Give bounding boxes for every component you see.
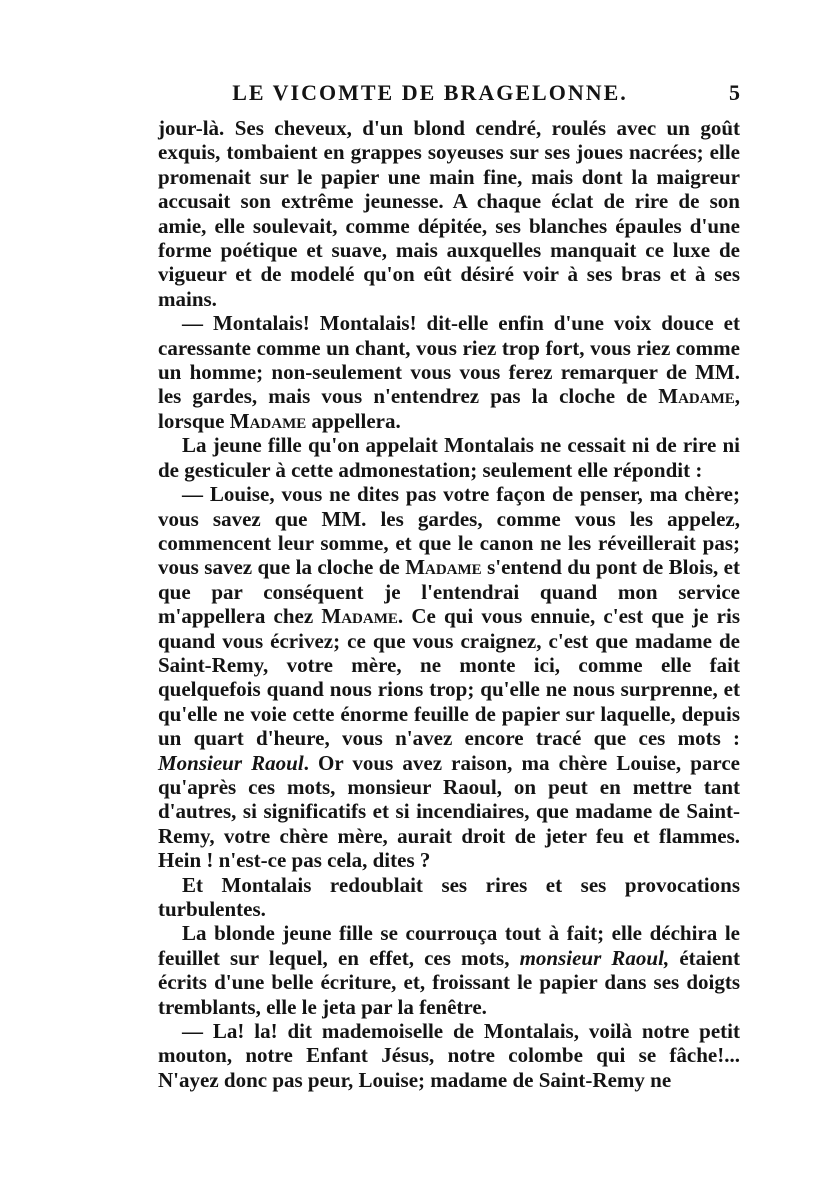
page-number: 5 (729, 80, 740, 105)
text-segment: étaient écrits d'une belle écriture, et, froissant le papier dans ses doigts tremblants, elle le jeta par la fenêtre. (158, 945, 740, 1019)
paragraph (158, 873, 740, 922)
paragraph (158, 311, 740, 433)
paragraph (158, 1019, 740, 1092)
small-caps-text: Madame (658, 384, 735, 409)
paragraph (158, 116, 740, 311)
running-head (160, 80, 740, 112)
paragraph (158, 921, 740, 1019)
text-segment: . Or vous avez raison, ma chère Louise, parce qu'après ces mots, monsieur Raoul, on peut en mettre tant d'autres, si significatifs et si incendiaires, que madame de Saint-Remy, votre chère mère, aurait droit de jeter feu et flammes. Hein ! n'est-ce pas cela, dites ? (158, 750, 740, 873)
text-segment: . Ce qui vous ennuie, c'est que je ris quand vous écrivez; ce que vous craignez, c'est que madame de Saint-Remy, votre mère, ne monte ici, comme elle fait quelquefois quand nous rions trop; qu'elle ne nous surprenne, et qu'elle ne voie cette énorme feuille de papier sur laquelle, depuis un quart d'heure, vous n'avez encore tracé que ces mots : (158, 604, 740, 751)
small-caps-text: Madame (229, 408, 307, 433)
text-segment: jour-là. Ses cheveux, d'un blond cendré, roulés avec un goût exquis, tombaient en grappes soyeuses sur ses joues nacrées; elle promenait sur le papier une main fine, mais dont la maigreur accusait son extrême jeunesse. A chaque éclat de rire de son amie, elle soulevait, comme dépitée, ses blanches épaules d'une forme poétique et suave, mais auxquelles manquait ce luxe de vigueur et de modelé qu'on eût désiré voir à ses bras et à ses mains. (158, 116, 740, 311)
text-segment: Et Montalais redoublait ses rires et ses provocations turbulentes. (158, 872, 740, 921)
text-segment: — La! la! dit mademoiselle de Montalais, voilà notre petit mouton, notre Enfant Jésus, notre colombe qui se fâche!... N'ayez donc pas peur, Louise; madame de Saint-Remy ne (158, 1019, 740, 1092)
text-segment: La blonde jeune fille se courrouça tout à fait; elle déchira le feuillet sur lequel, en effet, ces mots, (158, 921, 740, 970)
body-text (158, 116, 740, 1092)
text-segment: — Louise, vous ne dites pas votre façon de penser, ma chère; vous savez que MM. les gardes, comme vous les appelez, commencent leur somme, et que le canon ne les réveillerait pas; vous savez que la cloche de (158, 482, 740, 580)
paragraph (158, 482, 740, 873)
italic-text: Monsieur Raoul (158, 750, 304, 775)
italic-text: monsieur Raoul, (519, 945, 670, 970)
text-segment: — Montalais! Montalais! dit-elle enfin d'une voix douce et caressante comme un chant, vous riez trop fort, vous riez comme un homme; non-seulement vous vous ferez remarquer de MM. les gardes, mais vous n'entendrez pas la cloche de (158, 311, 740, 409)
text-segment: , lorsque (158, 384, 740, 433)
text-segment: appellera. (306, 408, 401, 433)
small-caps-text: Madame (405, 555, 482, 580)
running-title: LE VICOMTE DE BRAGELONNE. (232, 80, 628, 105)
text-segment: s'entend du pont de Blois, et que par conséquent je l'entendrai quand mon service m'appellera chez (158, 555, 740, 629)
small-caps-text: Madame (321, 604, 398, 629)
text-segment: La jeune fille qu'on appelait Montalais ne cessait ni de rire ni de gesticuler à cette admonestation; seulement elle répondit : (158, 433, 740, 482)
paragraph (158, 433, 740, 482)
